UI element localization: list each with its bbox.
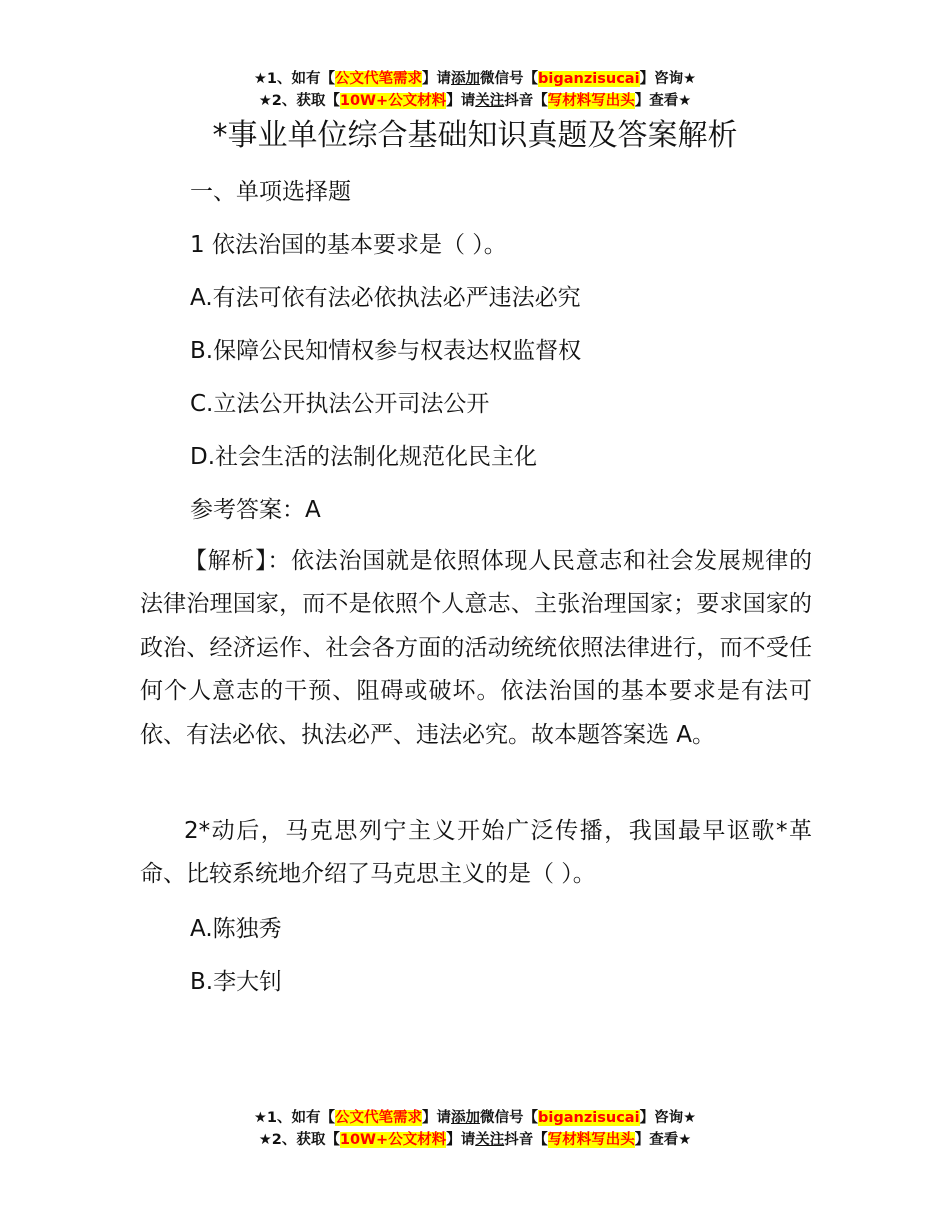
- promo-underline-text: 关注: [475, 93, 505, 109]
- promo-text: 】请: [422, 71, 452, 87]
- promo-underline-text: 添加: [451, 1110, 481, 1126]
- promo-line-2: [0, 1129, 950, 1151]
- promo-text: 】咨询★: [639, 1110, 697, 1126]
- promo-text: ★2、获取【: [258, 1132, 340, 1148]
- q1-option-c: C.立法公开执法公开司法公开: [190, 391, 490, 417]
- promo-highlight: 10W+公文材料: [339, 1132, 447, 1148]
- document-title: *事业单位综合基础知识真题及答案解析: [212, 118, 738, 153]
- promo-banner-bottom: [0, 1107, 950, 1151]
- promo-text: ★1、如有【: [253, 1110, 336, 1126]
- promo-highlight: 公文代笔需求: [335, 1110, 423, 1126]
- q1-answer: 参考答案：A: [190, 497, 321, 523]
- promo-text: 微信号【: [480, 1110, 539, 1126]
- promo-text: ★2、获取【: [258, 93, 340, 109]
- promo-highlight: 公文代笔需求: [335, 71, 423, 87]
- promo-wechat-id: biganzisucai: [538, 71, 640, 87]
- q2-option-b: B.李大钊: [190, 969, 283, 995]
- promo-text: 】请: [446, 93, 476, 109]
- promo-text: 抖音【: [504, 93, 548, 109]
- promo-line-1: [0, 68, 950, 90]
- q1-option-b: B.保障公民知情权参与权表达权监督权: [190, 338, 582, 364]
- promo-banner-top: [0, 68, 950, 112]
- promo-text: 】请: [446, 1132, 476, 1148]
- promo-wechat-id: biganzisucai: [538, 1110, 640, 1126]
- section-heading: 一、单项选择题: [190, 179, 351, 205]
- q1-analysis: 【解析】：依法治国就是依照体现人民意志和社会发展规律的法律治理国家，而不是依照个人意志、主张治理国家；要求国家的政治、经济运作、社会各方面的活动统统依照法律进行，而不受任何个人意志的干预、阻碍或破坏。依法治国的基本要求是有法可依、有法必依、执法必严、违法必究。故本题答案选 A。: [140, 548, 812, 748]
- promo-text: ★1、如有【: [253, 71, 336, 87]
- promo-line-2: [0, 90, 950, 112]
- promo-text: 微信号【: [480, 71, 539, 87]
- promo-highlight: 10W+公文材料: [339, 93, 447, 109]
- promo-text: 】咨询★: [639, 71, 697, 87]
- q1-option-a: A.有法可依有法必依执法必严违法必究: [190, 285, 581, 311]
- q2-option-a: A.陈独秀: [190, 916, 282, 942]
- q1-option-d: D.社会生活的法制化规范化民主化: [190, 444, 538, 470]
- promo-underline-text: 关注: [475, 1132, 505, 1148]
- promo-douyin-id: 写材料写出头: [547, 93, 635, 109]
- promo-underline-text: 添加: [451, 71, 481, 87]
- promo-line-1: [0, 1107, 950, 1129]
- promo-text: 】查看★: [634, 93, 692, 109]
- promo-douyin-id: 写材料写出头: [547, 1132, 635, 1148]
- question-2: 2*动后，马克思列宁主义开始广泛传播，我国最早讴歌*革命、比较系统地介绍了马克思主义的是（ ）。: [140, 818, 812, 888]
- promo-text: 】查看★: [634, 1132, 692, 1148]
- promo-text: 】请: [422, 1110, 452, 1126]
- question-1: 1 依法治国的基本要求是（ ）。: [190, 232, 507, 258]
- promo-text: 抖音【: [504, 1132, 548, 1148]
